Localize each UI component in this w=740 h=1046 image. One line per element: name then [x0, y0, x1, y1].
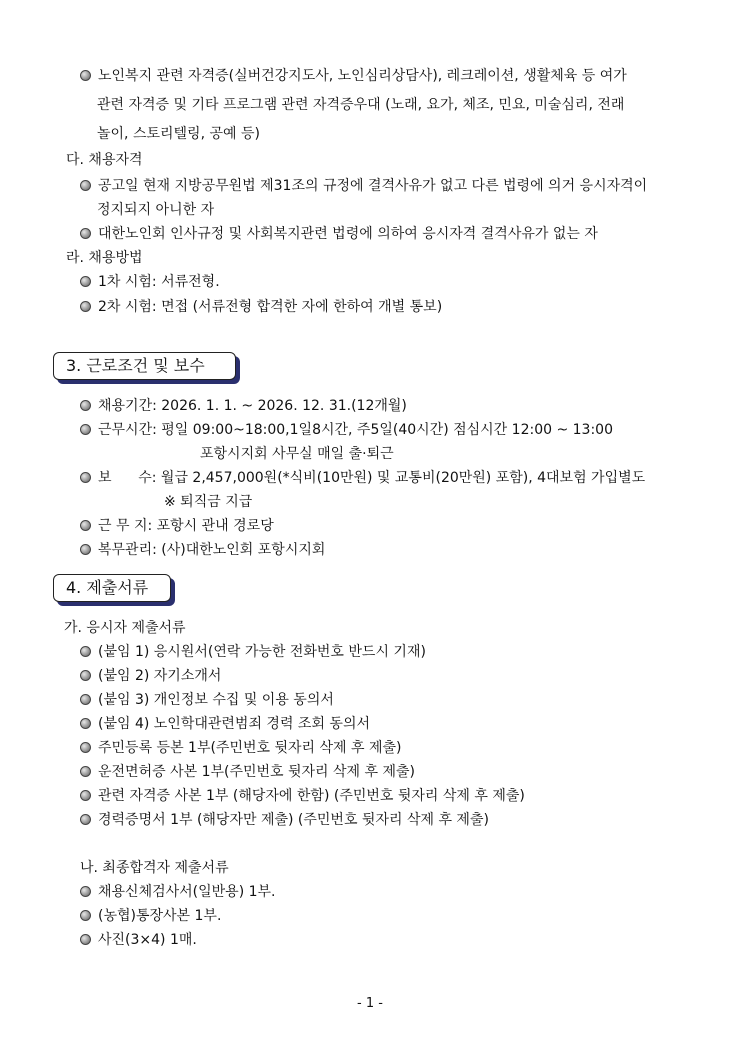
location-text: 근 무 지: 포항시 관내 경로당 — [98, 518, 274, 534]
method-item-1 — [80, 272, 220, 292]
applicant-doc-item — [80, 810, 489, 830]
applicant-doc-item — [80, 786, 525, 806]
applicant-doc-item — [80, 714, 370, 734]
qualification-2-text: 대한노인회 인사규정 및 사회복지관련 법령에 의하여 응시자격 결격사유가 없는 자 — [98, 226, 598, 242]
applicant-doc-item — [80, 690, 334, 710]
bullet-icon — [80, 766, 91, 777]
pay-item — [80, 468, 645, 488]
method-2-text: 2차 시험: 면접 (서류전형 합격한 자에 한하여 개별 통보) — [98, 299, 443, 315]
hours-line-1: 근무시간: 평일 09:00~18:00,1일8시간, 주5일(40시간) 점심시간 12:00 ~ 13:00 — [98, 422, 613, 438]
pay-line-2: ※ 퇴직금 지급 — [164, 494, 253, 510]
final-doc-text: 사진(3×4) 1매. — [98, 932, 197, 948]
bullet-icon — [80, 228, 91, 239]
period-text: 채용기간: 2026. 1. 1. ~ 2026. 12. 31.(12개월) — [98, 398, 407, 414]
bullet-icon — [80, 276, 91, 287]
bullet-icon — [80, 886, 91, 897]
period-item — [80, 396, 407, 416]
location-item — [80, 516, 274, 536]
management-item — [80, 540, 325, 560]
pay-line-1: 보 수: 월급 2,457,000원(*식비(10만원) 및 교통비(20만원) 포함), 4대보험 가입별도 — [98, 470, 646, 486]
bullet-icon — [80, 520, 91, 531]
pref-line-2: 관련 자격증 및 기타 프로그램 관련 자격증우대 (노래, 요가, 체조, 민요, 미술심리, 전래 — [97, 97, 625, 113]
bullet-icon — [80, 646, 91, 657]
bullet-icon — [80, 670, 91, 681]
final-doc-item — [80, 882, 276, 902]
section-4-title: 4. 제출서류 — [53, 574, 171, 602]
bullet-icon — [80, 814, 91, 825]
applicant-doc-text: 관련 자격증 사본 1부 (해당자에 한함) (주민번호 뒷자리 삭제 후 제출) — [98, 788, 525, 804]
applicant-doc-text: 주민등록 등본 1부(주민번호 뒷자리 삭제 후 제출) — [98, 740, 402, 756]
bullet-icon — [80, 70, 91, 81]
applicant-doc-item — [80, 762, 415, 782]
qualification-1-line-2: 정지되지 아니한 자 — [97, 202, 215, 218]
applicant-doc-text: (붙임 1) 응시원서(연락 가능한 전화번호 반드시 기재) — [98, 644, 426, 660]
applicant-doc-text: (붙임 2) 자기소개서 — [98, 668, 222, 684]
final-doc-item — [80, 930, 197, 950]
applicant-doc-item — [80, 642, 426, 662]
applicant-doc-text: (붙임 3) 개인정보 수집 및 이용 동의서 — [98, 692, 334, 708]
bullet-icon — [80, 301, 91, 312]
bullet-icon — [80, 934, 91, 945]
qualification-item-1 — [80, 176, 647, 196]
pref-line-3: 놀이, 스토리텔링, 공예 등) — [97, 126, 260, 142]
bullet-icon — [80, 742, 91, 753]
bullet-icon — [80, 544, 91, 555]
hours-line-2: 포항시지회 사무실 매일 출·퇴근 — [200, 446, 394, 462]
bullet-icon — [80, 718, 91, 729]
applicant-doc-item — [80, 738, 402, 758]
qualification-1-line-1: 공고일 현재 지방공무원법 제31조의 규정에 결격사유가 없고 다른 법령에 의거 응시자격이 — [98, 178, 648, 194]
section-3-title: 3. 근로조건 및 보수 — [53, 352, 236, 380]
final-doc-text: (농협)통장사본 1부. — [98, 908, 222, 924]
pref-item — [80, 66, 627, 86]
bullet-icon — [80, 694, 91, 705]
pref-line-1: 노인복지 관련 자격증(실버건강지도사, 노인심리상담사), 레크레이션, 생활체육 등 여가 — [98, 68, 627, 84]
method-item-2 — [80, 297, 442, 317]
bullet-icon — [80, 400, 91, 411]
final-doc-item — [80, 906, 221, 926]
bullet-icon — [80, 424, 91, 435]
hours-item — [80, 420, 613, 440]
applicant-doc-text: (붙임 4) 노인학대관련범죄 경력 조회 동의서 — [98, 716, 370, 732]
applicant-doc-text: 경력증명서 1부 (해당자만 제출) (주민번호 뒷자리 삭제 후 제출) — [98, 812, 489, 828]
bullet-icon — [80, 472, 91, 483]
management-text: 복무관리: (사)대한노인회 포항시지회 — [98, 542, 326, 558]
page-number: - 1 - — [357, 996, 383, 1011]
applicant-doc-text: 운전면허증 사본 1부(주민번호 뒷자리 삭제 후 제출) — [98, 764, 416, 780]
method-heading: 라. 채용방법 — [66, 250, 143, 266]
bullet-icon — [80, 910, 91, 921]
applicant-docs-heading: 가. 응시자 제출서류 — [64, 620, 186, 636]
qualification-heading: 다. 채용자격 — [66, 152, 143, 168]
bullet-icon — [80, 180, 91, 191]
bullet-icon — [80, 790, 91, 801]
qualification-item-2 — [80, 224, 598, 244]
applicant-doc-item — [80, 666, 221, 686]
final-doc-text: 채용신체검사서(일반용) 1부. — [98, 884, 276, 900]
method-1-text: 1차 시험: 서류전형. — [98, 274, 220, 290]
final-docs-heading: 나. 최종합격자 제출서류 — [80, 860, 229, 876]
